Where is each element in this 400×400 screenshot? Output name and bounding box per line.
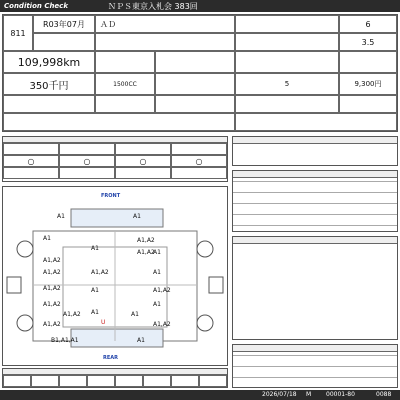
recycle-value: 9,300円 xyxy=(354,80,382,88)
code-b-cell xyxy=(235,33,339,51)
tire-value xyxy=(115,375,143,387)
sales-point-header xyxy=(233,137,397,144)
tire-value xyxy=(59,375,87,387)
damage-mark: A1 xyxy=(57,213,65,220)
year-value: R03年07月 xyxy=(43,19,85,29)
damage-mark: A1,A2 xyxy=(137,249,155,256)
damage-mark: A1 xyxy=(137,337,145,344)
damage-mark: A1 xyxy=(153,269,161,276)
color-cell xyxy=(155,73,235,95)
footer-suffix: 0088 xyxy=(376,391,392,398)
condition-cell xyxy=(59,167,115,179)
damage-mark: A1,A2 xyxy=(43,285,61,292)
damage-mark: A1 xyxy=(131,311,139,318)
score-value: 6 xyxy=(365,19,371,29)
condition-cell: ○ xyxy=(115,155,171,167)
score2-value: 3.5 xyxy=(361,37,375,47)
tire-value xyxy=(31,375,59,387)
damage-mark: A1 xyxy=(91,245,99,252)
ac-cell xyxy=(95,95,155,113)
damage-mark: A1,A2 xyxy=(43,269,61,276)
damage-mark: A1 xyxy=(153,249,161,256)
mileage-cell xyxy=(3,51,95,73)
displacement-cell xyxy=(95,73,155,95)
auction-title: ＮＰＳ東京入札会 383回 xyxy=(108,2,198,11)
seats-value: 5 xyxy=(284,80,290,88)
rear-label: REAR xyxy=(103,355,118,361)
mileage-value: 109,998km xyxy=(17,55,81,69)
footer-code: M xyxy=(306,391,312,398)
footer-date: 2026/07/18 xyxy=(262,391,297,398)
condition-table xyxy=(2,136,228,182)
damage-mark: A1 xyxy=(91,309,99,316)
inspection-cell xyxy=(235,95,339,113)
damage-mark: A1,A2 xyxy=(153,287,171,294)
damage-mark: A1 xyxy=(153,301,161,308)
history-cell xyxy=(3,113,235,131)
damage-mark: A1,A2 xyxy=(91,269,109,276)
grade-cell xyxy=(95,33,235,51)
equip-cell xyxy=(155,95,235,113)
condition-cell xyxy=(3,167,59,179)
year-cell xyxy=(33,15,95,33)
notes-header xyxy=(233,171,397,178)
footer-bar xyxy=(0,390,400,400)
seats-cell xyxy=(235,73,339,95)
condition-cell xyxy=(171,143,227,155)
sales-point-box xyxy=(232,136,398,166)
price-cell xyxy=(3,73,95,95)
damage-mark: A1,A2 xyxy=(43,321,61,328)
condition-cell: ○ xyxy=(3,155,59,167)
damage-mark: A1,A2 xyxy=(43,257,61,264)
fuel-cell xyxy=(155,51,235,73)
damage-mark: B1,A1,A1 xyxy=(51,337,79,344)
inspector-header xyxy=(233,237,397,244)
score-value-cell xyxy=(339,15,397,33)
condition-cell xyxy=(115,167,171,179)
damage-mark: A1,A2 xyxy=(153,321,171,328)
dealer-header xyxy=(233,345,397,352)
code-d-cell xyxy=(339,51,397,73)
inspection-value-cell xyxy=(235,113,397,131)
car-diagram xyxy=(2,186,228,366)
condition-cell: ○ xyxy=(171,155,227,167)
condition-cell xyxy=(3,143,59,155)
lot-cell xyxy=(3,15,33,51)
condition-cell xyxy=(171,167,227,179)
notes-box xyxy=(232,170,398,232)
tire-value xyxy=(87,375,115,387)
lot-number: 811 xyxy=(10,28,26,38)
damage-mark: A1,A2 xyxy=(137,237,155,244)
model-cell xyxy=(95,15,235,33)
tire-value xyxy=(3,375,31,387)
condition-cell: ○ xyxy=(59,155,115,167)
damage-mark: A1 xyxy=(43,235,51,242)
car-outline xyxy=(3,187,229,367)
model-value: ＡＤ xyxy=(100,19,116,29)
type-num-cell xyxy=(95,51,155,73)
condition-cell xyxy=(115,143,171,155)
displacement-value: 1500CC xyxy=(113,80,137,88)
code-cell xyxy=(33,33,95,51)
shift-cell xyxy=(3,95,95,113)
price-value: 350千円 xyxy=(29,80,69,92)
info-grid xyxy=(2,14,398,132)
tire-value xyxy=(199,375,227,387)
header-bar xyxy=(0,0,400,12)
damage-mark: A1,A2 xyxy=(63,311,81,318)
damage-mark: A1,A2 xyxy=(43,301,61,308)
score2-cell xyxy=(339,33,397,51)
logo: Condition Check xyxy=(4,2,68,10)
damage-mark: U xyxy=(101,319,106,326)
dealer-box xyxy=(232,344,398,388)
code-c-cell xyxy=(235,51,339,73)
inspector-box xyxy=(232,236,398,340)
condition-cell xyxy=(59,143,115,155)
tire-value xyxy=(171,375,199,387)
recycle-cell xyxy=(339,73,397,95)
damage-mark: A1 xyxy=(91,287,99,294)
damage-mark: A1 xyxy=(133,213,141,220)
front-label: FRONT xyxy=(101,193,121,199)
footer-number: 00001-80 xyxy=(326,391,355,398)
recycle-label-cell xyxy=(339,95,397,113)
score-cell xyxy=(235,15,339,33)
tire-value xyxy=(143,375,171,387)
tire-table xyxy=(2,368,228,388)
